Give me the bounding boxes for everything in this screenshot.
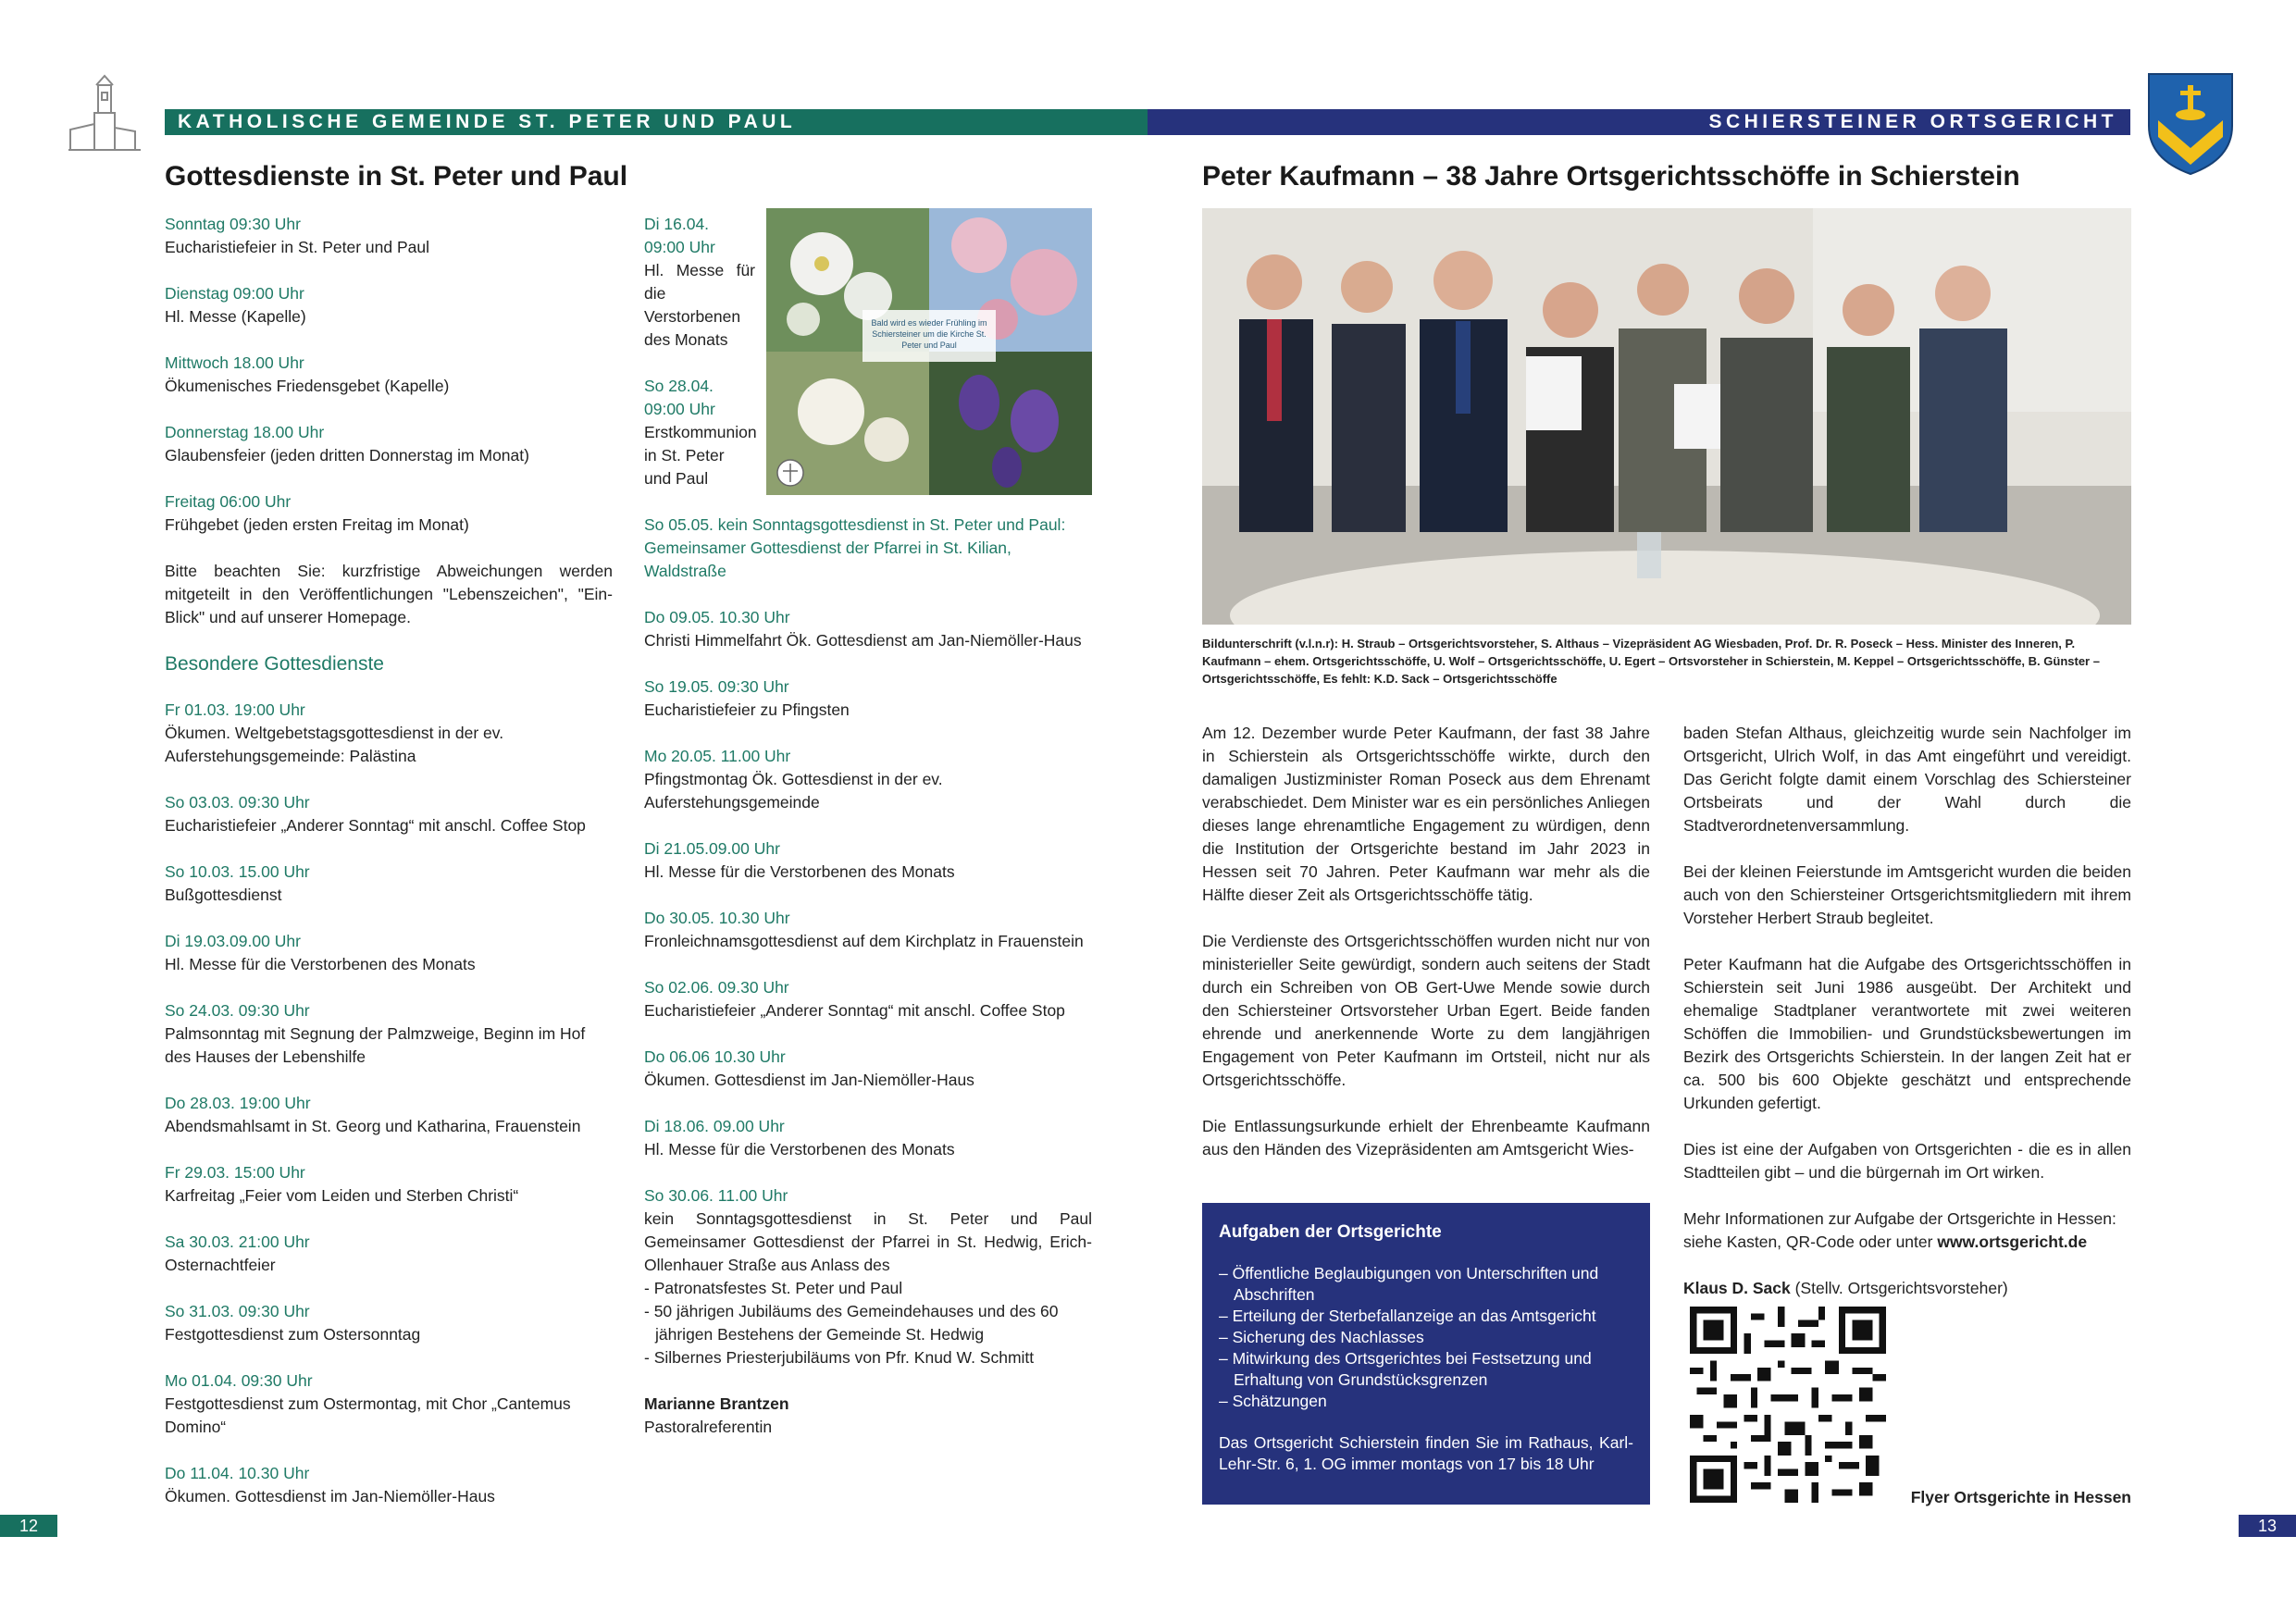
group-photo (1202, 208, 2131, 625)
section-header-right: SCHIERSTEINER ORTSGERICHT (1148, 109, 2130, 135)
list-item: – Öffentliche Beglaubigungen von Unterschriften und Abschriften (1219, 1264, 1599, 1304)
section-header-left: KATHOLISCHE GEMEINDE ST. PETER UND PAUL (165, 109, 1148, 135)
event-subitem: - Silbernes Priesterjubiläums von Pfr. Knud W. Schmitt (644, 1348, 1035, 1367)
article-paragraph: Dies ist eine der Aufgaben von Ortsgerichten - die es in allen Stadtteilen gibt – und die bürgernah im Ort wirken. (1683, 1140, 2131, 1182)
event-subitem: - Patronatsfestes St. Peter und Paul (644, 1279, 903, 1297)
left-page-title: Gottesdienste in St. Peter und Paul (165, 161, 628, 192)
event-text: Erstkommunion in St. Peter und Paul (644, 423, 757, 488)
notice-no-service: So 05.05. kein Sonntagsgottesdienst in St. Peter und Paul: Gemeinsamer Gottesdienst der Pfarrei in St. Kilian, Waldstraße (644, 515, 1066, 580)
tasks-list (1219, 1263, 1633, 1412)
list-item: – Erteilung der Sterbefallanzeige an das Amtsgericht (1219, 1307, 1596, 1325)
article-paragraph: baden Stefan Althaus, gleichzeitig wurde sein Nachfolger im Ortsgericht, Ulrich Wolf, in das Amt eingeführt und vereidigt. Das Gericht folgte damit einem Vorschlag des Schiersteiner Ortsbeirats und der Wahl durch die Stadtverordnetenversammlung. (1683, 724, 2131, 835)
event-text: Hl. Messe für die Verstorbenen des Monats (644, 862, 955, 881)
article-column-1 (1202, 722, 1650, 1184)
event-date: So 03.03. 09:30 Uhr (165, 793, 310, 812)
event-text: Osternachtfeier (165, 1256, 276, 1274)
event-text: Christi Himmelfahrt Ök. Gottesdienst am Jan-Niemöller-Haus (644, 631, 1082, 650)
list-item (165, 213, 613, 259)
event-time: 09:00 Uhr (644, 400, 715, 418)
coat-of-arms-icon (2145, 70, 2236, 176)
list-item (165, 352, 613, 398)
list-item (165, 1092, 613, 1138)
list-item (165, 282, 613, 328)
event-date: Do 11.04. 10.30 Uhr (165, 1464, 310, 1482)
event-date: Di 19.03.09.00 Uhr (165, 932, 301, 950)
event-text: Ökumen. Gottesdienst im Jan-Niemöller-Haus (165, 1487, 495, 1505)
event-text: Ökumenisches Friedensgebet (Kapelle) (165, 377, 450, 395)
list-item (644, 907, 1092, 953)
left-column-1 (165, 213, 613, 1531)
more-info-paragraph (1683, 1208, 2131, 1254)
list-item (165, 490, 613, 537)
tasks-info-box (1202, 1203, 1650, 1505)
page-number-left: 12 (0, 1515, 57, 1537)
event-text: Karfreitag „Feier vom Leiden und Sterben Christi“ (165, 1186, 519, 1205)
author-role: Pastoralreferentin (644, 1418, 773, 1436)
tasks-box-title: Aufgaben der Ortsgerichte (1219, 1222, 1442, 1242)
event-date: So 19.05. 09:30 Uhr (644, 677, 789, 696)
event-date: Mo 01.04. 09:30 Uhr (165, 1371, 313, 1390)
event-date: Di 16.04. (644, 215, 710, 233)
event-date: Mo 20.05. 11.00 Uhr (644, 747, 791, 765)
list-item (644, 837, 1092, 884)
article-paragraph: Am 12. Dezember wurde Peter Kaufmann, der fast 38 Jahre in Schierstein als Ortsgerichtsschöffe wirkte, durch den damaligen Justizminister Roman Poseck aus dem Ehrenamt verabschiedet. Dem Minister war es ein persönliches Anliegen dieses lange ehrenamtliche Engagement zu würdigen, denn die Institution der Ortsgerichte bestand im Jahr 2023 in Hessen seit 70 Jahren. Peter Kaufmann war mehr als die Hälfte dieser Zeit als Ortsgerichtsschöffe tätig. (1202, 724, 1650, 904)
event-text: Hl. Messe für die Verstorbenen des Monats (644, 1140, 955, 1158)
event-text: Hl. Messe für die Verstorbenen des Monats (165, 955, 476, 973)
list-item (644, 1184, 1092, 1369)
event-text: Glaubensfeier (jeden dritten Donnerstag im Monat) (165, 446, 529, 465)
event-date: Fr 29.03. 15:00 Uhr (165, 1163, 305, 1182)
right-page-title: Peter Kaufmann – 38 Jahre Ortsgerichtsschöffe in Schierstein (1202, 161, 2020, 192)
author-name: Marianne Brantzen (644, 1394, 789, 1413)
event-date: Di 18.06. 09.00 Uhr (644, 1117, 785, 1135)
list-item (644, 1046, 1092, 1092)
event-text: Eucharistiefeier „Anderer Sonntag“ mit anschl. Coffee Stop (644, 1001, 1065, 1020)
list-item (644, 606, 1092, 652)
left-column-2-top (644, 213, 755, 514)
list-item (165, 421, 613, 467)
event-date: So 02.06. 09.30 Uhr (644, 978, 789, 997)
event-text: Pfingstmontag Ök. Gottesdienst in der ev. Auferstehungsgemeinde (644, 770, 943, 812)
event-date: Do 28.03. 19:00 Uhr (165, 1094, 311, 1112)
event-date: Sa 30.03. 21:00 Uhr (165, 1233, 310, 1251)
church-logo-icon (63, 72, 144, 165)
event-text: Ökumen. Gottesdienst im Jan-Niemöller-Haus (644, 1071, 974, 1089)
event-text: Hl. Messe für die Verstorbenen des Monats (644, 261, 755, 349)
article-paragraph: Die Verdienste des Ortsgerichtsschöffen wurden nicht nur von ministerieller Seite gewürdigt, sondern auch seitens der Stadt durch ein Schreiben von OB Gert-Uwe Mende sowie durch den Schiersteiner Ortsvorsteher Urban Egert. Beide fanden ehrende und anerkennende Worte zu dem langjährigen Engagement von Peter Kaufmann im Ortsteil, nicht nur als Ortsgerichtsschöffe. (1202, 932, 1650, 1089)
tasks-box-footer: Das Ortsgericht Schierstein finden Sie im Rathaus, Karl-Lehr-Str. 6, 1. OG immer montags von 17 bis 18 Uhr (1219, 1433, 1633, 1473)
more-info-text: Mehr Informationen zur Aufgabe der Ortsgerichte in Hessen: siehe Kasten, QR-Code oder unter (1683, 1209, 2116, 1251)
list-item (644, 213, 755, 352)
page-number-right: 13 (2239, 1515, 2296, 1537)
event-date: So 24.03. 09:30 Uhr (165, 1001, 310, 1020)
event-date: Mittwoch 18.00 Uhr (165, 353, 304, 372)
event-date: So 30.06. 11.00 Uhr (644, 1186, 788, 1205)
list-item (165, 861, 613, 907)
list-item (644, 375, 755, 490)
special-services-heading: Besondere Gottesdienste (165, 653, 384, 675)
list-item (165, 699, 613, 768)
list-item: – Schätzungen (1219, 1392, 1327, 1410)
event-date: Fr 01.03. 19:00 Uhr (165, 700, 305, 719)
photo-caption: Bildunterschrift (v.l.n.r): H. Straub – Ortsgerichtsvorsteher, S. Althaus – Vizepräsident AG Wiesbaden, Prof. Dr. R. Poseck – Hess. Minister des Inneren, P. Kaufmann – ehem. Ortsgerichtsschöffe, U. Wolf – Ortsgerichtsschöffe, U. Egert – Ortsvorsteher in Schierstein, M. Keppel – Ortsgerichtsschöffe, B. Günster – Ortsgerichtsschöffe, Es fehlt: K.D. Sack – Ortsgerichtsschöffe (1202, 637, 2100, 686)
signature (1683, 1277, 2131, 1300)
qr-code[interactable] (1690, 1307, 1886, 1503)
event-date: Dienstag 09:00 Uhr (165, 284, 304, 303)
event-date: So 10.03. 15.00 Uhr (165, 862, 310, 881)
article-paragraph: Die Entlassungsurkunde erhielt der Ehrenbeamte Kaufmann aus den Händen des Vizepräsidenten am Amtsgericht Wies- (1202, 1117, 1650, 1158)
event-date: So 28.04. (644, 377, 714, 395)
list-item (644, 1115, 1092, 1161)
event-date: Do 30.05. 10.30 Uhr (644, 909, 790, 927)
list-item (165, 1161, 613, 1208)
website-link[interactable]: www.ortsgericht.de (1937, 1233, 2088, 1251)
list-item (644, 745, 1092, 814)
event-text: Hl. Messe (Kapelle) (165, 307, 306, 326)
article-column-2 (1683, 722, 2131, 1323)
event-date: Di 21.05.09.00 Uhr (644, 839, 780, 858)
event-text: Fronleichnamsgottesdienst auf dem Kirchplatz in Frauenstein (644, 932, 1084, 950)
list-item: – Sicherung des Nachlasses (1219, 1328, 1424, 1346)
event-text: Frühgebet (jeden ersten Freitag im Monat) (165, 515, 469, 534)
event-date: So 31.03. 09:30 Uhr (165, 1302, 310, 1320)
article-paragraph: Bei der kleinen Feierstunde im Amtsgericht wurden die beiden auch von den Schiersteiner Ortsgerichtsmitgliedern mit ihrem Vorsteher Herbert Straub begleitet. (1683, 862, 2131, 927)
event-text: Eucharistiefeier zu Pfingsten (644, 700, 850, 719)
list-item (644, 675, 1092, 722)
notice-text: Bitte beachten Sie: kurzfristige Abweichungen werden mitgeteilt in den Veröffentlichungen "Lebenszeichen", "Ein-Blick" und auf unserer Homepage. (165, 562, 613, 626)
event-date: Donnerstag 18.00 Uhr (165, 423, 325, 441)
list-item (165, 1300, 613, 1346)
list-item (644, 976, 1092, 1022)
list-item (165, 930, 613, 976)
signature-name: Klaus D. Sack (1683, 1279, 1791, 1297)
event-date: Freitag 06:00 Uhr (165, 492, 292, 511)
event-text: Festgottesdienst zum Ostermontag, mit Chor „Cantemus Domino“ (165, 1394, 571, 1436)
event-date: Do 06.06 10.30 Uhr (644, 1047, 786, 1066)
spring-collage-image (766, 208, 1092, 495)
collage-caption: Bald wird es wieder Frühling im Schiersteiner um die Kirche St. Peter und Paul (871, 318, 987, 350)
event-text: Palmsonntag mit Segnung der Palmzweige, Beginn im Hof des Hauses der Lebenshilfe (165, 1024, 586, 1066)
article-paragraph: Peter Kaufmann hat die Aufgabe des Ortsgerichtsschöffen in Schierstein seit Juni 1986 ausgeübt. Der Architekt und ehemalige Stadtplaner verantwortete mit zwei weiteren Schöffen die Immobilien- und Grundstücksbewertungen im Bezirk des Ortsgerichts Schierstein. In der langen Zeit hat er ca. 500 bis 600 Objekte geschätzt und entsprechende Urkunden gefertigt. (1683, 955, 2131, 1112)
event-text: Bußgottesdienst (165, 886, 282, 904)
event-text: Festgottesdienst zum Ostersonntag (165, 1325, 421, 1344)
event-date: Sonntag 09:30 Uhr (165, 215, 301, 233)
qr-label: Flyer Ortsgerichte in Hessen (1910, 1488, 2131, 1506)
event-text: Ökumen. Weltgebetstagsgottesdienst in der ev. Auferstehungsgemeinde: Palästina (165, 724, 504, 765)
event-text: Eucharistiefeier in St. Peter und Paul (165, 238, 429, 256)
event-text: kein Sonntagsgottesdienst in St. Peter und Paul Gemeinsamer Gottesdienst der Pfarrei in St. Hedwig, Erich-Ollenhauer Straße aus Anlass des (644, 1209, 1092, 1274)
list-item: – Mitwirkung des Ortsgerichtes bei Festsetzung und Erhaltung von Grundstücksgrenzen (1219, 1349, 1592, 1389)
list-item (165, 999, 613, 1069)
list-item (165, 1231, 613, 1277)
signature-role: (Stellv. Ortsgerichtsvorsteher) (1790, 1279, 2008, 1297)
event-text: Eucharistiefeier „Anderer Sonntag“ mit anschl. Coffee Stop (165, 816, 586, 835)
list-item (165, 1369, 613, 1439)
event-date: Do 09.05. 10.30 Uhr (644, 608, 790, 626)
list-item (165, 1462, 613, 1508)
event-subitem: - 50 jährigen Jubiläums des Gemeindehauses und des 60 jährigen Bestehens der Gemeinde St. Hedwig (644, 1302, 1059, 1344)
left-column-2 (644, 514, 1092, 1439)
event-text: Abendsmahlsamt in St. Georg und Katharina, Frauenstein (165, 1117, 581, 1135)
event-time: 09:00 Uhr (644, 238, 715, 256)
list-item (165, 791, 613, 837)
